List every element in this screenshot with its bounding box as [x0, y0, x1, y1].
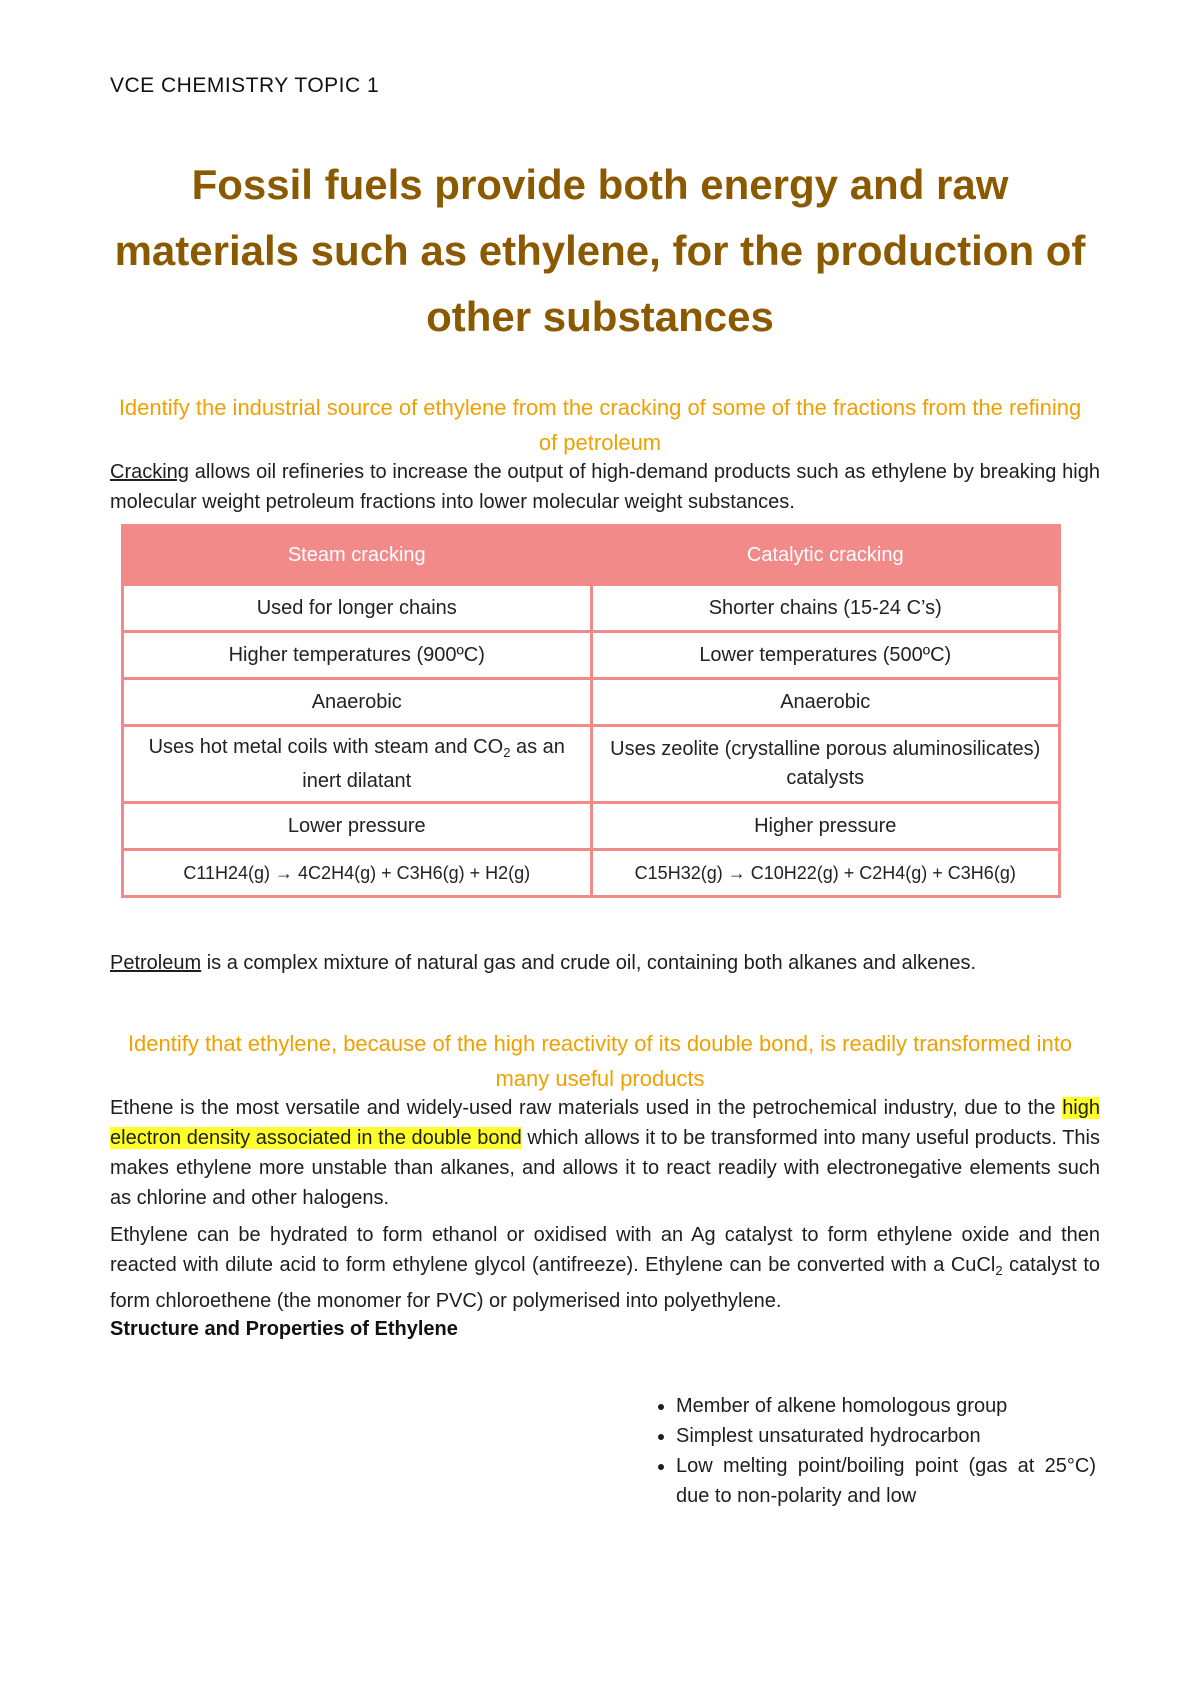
- table-row: [123, 803, 1060, 850]
- cell-text-suffix: as an inert dilatant: [302, 735, 565, 792]
- structure-heading: Structure and Properties of Ethylene: [110, 1318, 458, 1340]
- cracking-paragraph: [110, 457, 1100, 517]
- list-item: • Simplest unsaturated hydrocarbon: [676, 1421, 1096, 1451]
- cracking-term: Cracking: [110, 461, 189, 483]
- cracking-comparison-table: [121, 524, 1061, 898]
- highlighted-text: high electron density associated in the double bond: [110, 1097, 1100, 1149]
- petroleum-text: is a complex mixture of natural gas and crude oil, containing both alkanes and alkenes.: [201, 952, 977, 974]
- list-item: • Member of alkene homologous group: [676, 1391, 1096, 1421]
- ethylene-reactions-paragraph: Ethylene can be hydrated to form ethanol or oxidised with an Ag catalyst to form ethylene oxide and then reacted with dilute acid to form ethylene glycol (antifreeze). Ethylene can be converted with a CuCl$_2$ catalyst to form chloroethene (the monomer for PVC) or polymerised into polyethylene.: [110, 1224, 1100, 1312]
- table-cell: Used for longer chains: [123, 585, 592, 632]
- header-label: VCE CHEMISTRY TOPIC 1: [110, 74, 380, 97]
- table-cell: Uses hot metal coils with steam and $CO_2$ as an inert dilatant: [123, 726, 592, 803]
- table-row-equations: [123, 850, 1060, 897]
- section-heading-cracking: Identify the industrial source of ethylene from the cracking of some of the fractions from the refining of petroleum: [118, 395, 1082, 455]
- cracking-text: allows oil refineries to increase the output of high-demand products such as ethylene by breaking high molecular weight petroleum fractions into lower molecular weight substances.: [110, 461, 1100, 513]
- page-title: Fossil fuels provide both energy and raw materials such as ethylene, for the production of other substances: [114, 161, 1086, 340]
- table-cell: Lower pressure: [123, 803, 592, 850]
- petroleum-paragraph: [110, 948, 1100, 978]
- ethene-text-start: Ethene is the most versatile and widely-used raw materials used in the petrochemical industry, due to the: [110, 1097, 1063, 1119]
- table-cell: Anaerobic: [123, 679, 592, 726]
- table-header-row: [123, 526, 1060, 585]
- catalytic-cracking-equation: C15H32(g) → C10H22(g) + C2H4(g) + C3H6(g): [591, 850, 1060, 897]
- table-header-catalytic: Catalytic cracking: [591, 526, 1060, 585]
- reactions-text-start: Ethylene can be hydrated to form ethanol or oxidised with an Ag catalyst to form ethylene oxide and then reacted with dilute acid to form ethylene glycol (antifreeze). Ethylene can be converted with a CuCl: [110, 1224, 1100, 1276]
- ethene-paragraph: [110, 1093, 1100, 1213]
- table-cell: Higher temperatures (900ºC): [123, 632, 592, 679]
- table-cell: Lower temperatures (500ºC): [591, 632, 1060, 679]
- steam-cracking-equation: C11H24(g) → 4C2H4(g) + C3H6(g) + H2(g): [123, 850, 592, 897]
- cell-text: Uses hot metal coils with steam and CO: [148, 735, 504, 758]
- table-row: [123, 632, 1060, 679]
- table-row: [123, 726, 1060, 803]
- reactions-text-end: catalyst to form chloroethene (the monomer for PVC) or polymerised into polyethylene.: [110, 1254, 1100, 1312]
- petroleum-term: Petroleum: [110, 952, 202, 974]
- table-cell: Anaerobic: [591, 679, 1060, 726]
- table-row: [123, 679, 1060, 726]
- section-heading-reactivity: Identify that ethylene, because of the high reactivity of its double bond, is readily transformed into many useful products: [127, 1031, 1073, 1091]
- table-cell: Shorter chains (15-24 C’s): [591, 585, 1060, 632]
- table-header-steam: Steam cracking: [123, 526, 592, 585]
- list-item: • Low melting point/boiling point (gas at 25°C) due to non-polarity and low: [676, 1451, 1096, 1511]
- table-cell: Higher pressure: [591, 803, 1060, 850]
- ethene-text-end: which allows it to be transformed into many useful products. This makes ethylene more unstable than alkanes, and allows it to react readily with electronegative elements such as chlorine and other halogens.: [110, 1127, 1100, 1209]
- ethylene-properties-list: [640, 1391, 1096, 1511]
- table-cell: Uses zeolite (crystalline porous aluminosilicates) catalysts: [591, 726, 1060, 803]
- table-row: [123, 585, 1060, 632]
